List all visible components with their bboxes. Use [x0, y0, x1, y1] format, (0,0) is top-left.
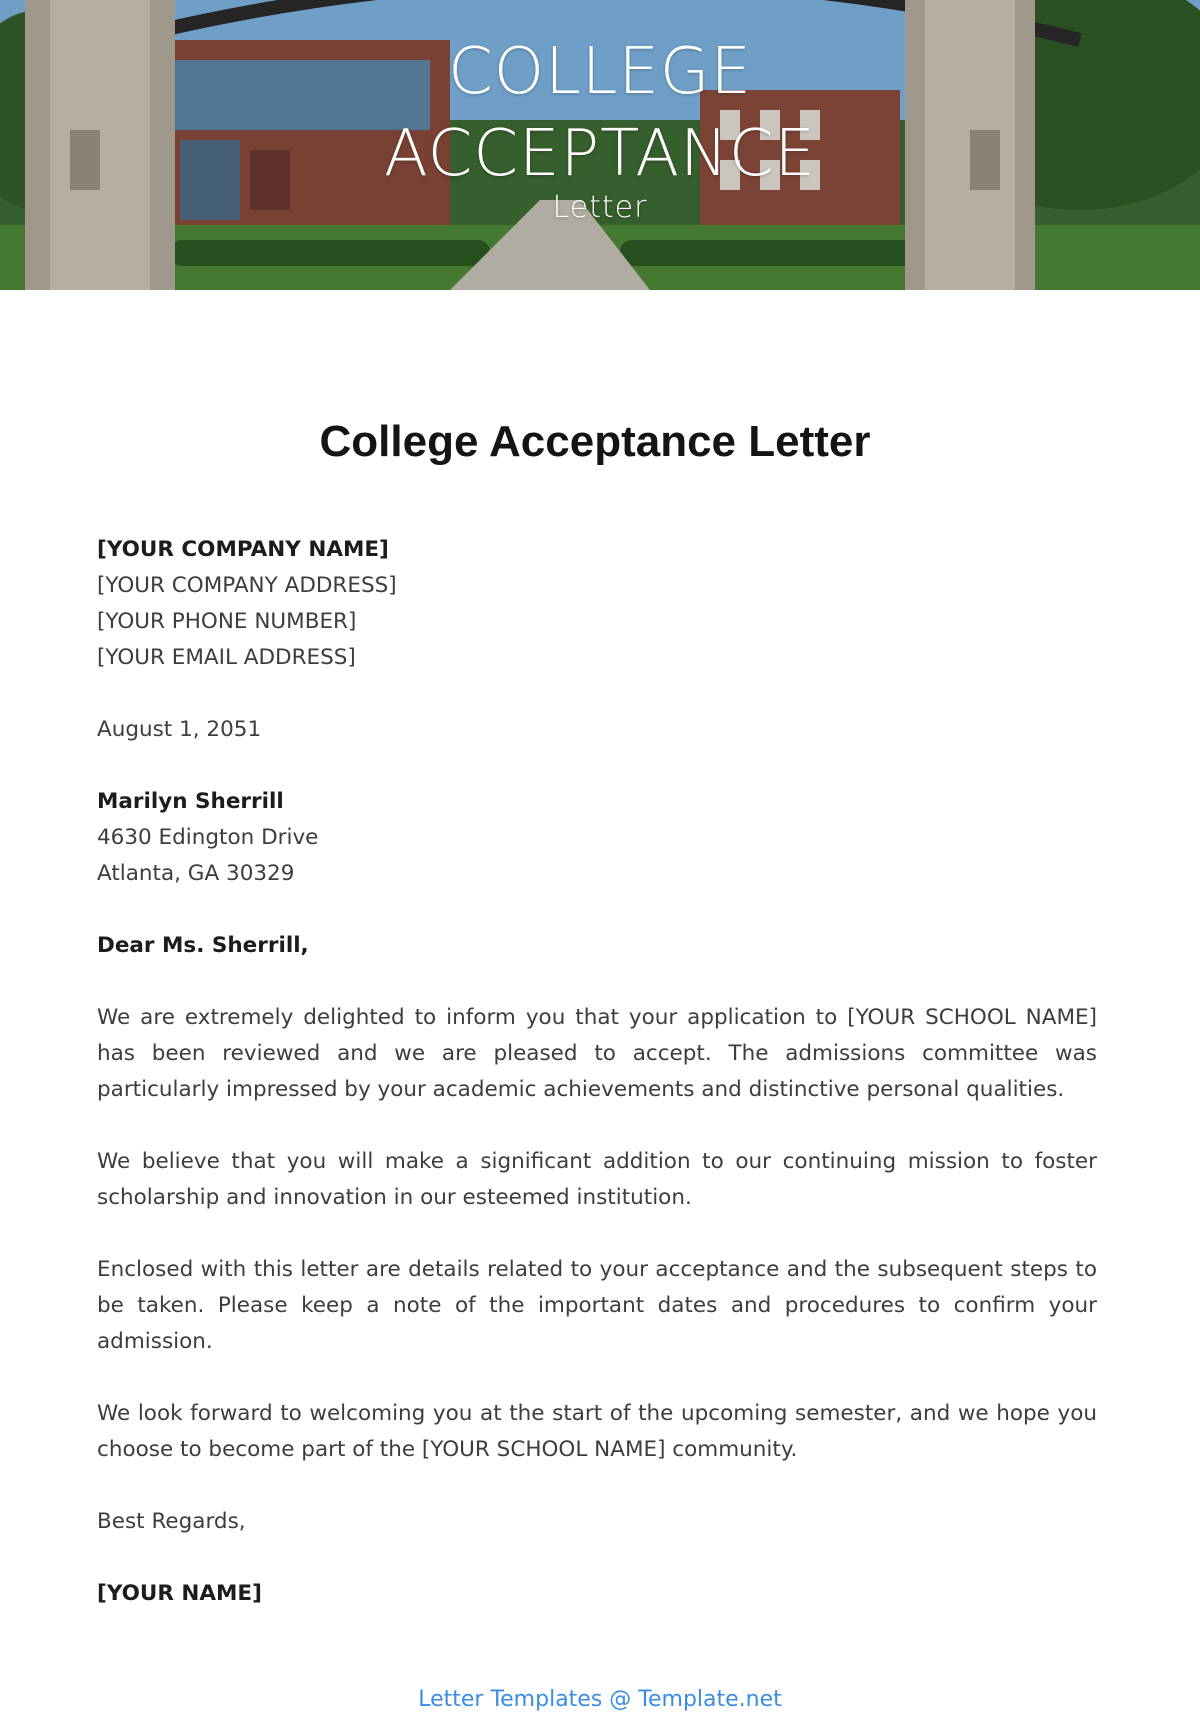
footer-separator: @: [602, 1687, 639, 1712]
header-banner: [0, 0, 1200, 290]
closing: Best Regards,: [97, 1509, 246, 1534]
banner-subtitle: Letter: [552, 190, 648, 225]
recipient-address-line1: 4630 Edington Drive: [97, 825, 319, 850]
document-title: College Acceptance Letter: [319, 417, 871, 466]
body-paragraph-2: We believe that you will make a significant addition to our continuing mission to foster scholarship and innovation in our esteemed institution.: [97, 1149, 1097, 1210]
recipient-block: [97, 784, 1097, 892]
signature: [YOUR NAME]: [97, 1581, 262, 1606]
sender-company-address: [YOUR COMPANY ADDRESS]: [97, 573, 397, 598]
sender-company-name: [YOUR COMPANY NAME]: [97, 537, 389, 562]
recipient-name: Marilyn Sherrill: [97, 789, 284, 814]
body-paragraph-3: Enclosed with this letter are details related to your acceptance and the subsequent steps to be taken. Please keep a note of the important dates and procedures to confirm your admission.: [97, 1257, 1097, 1354]
body-paragraph-1: We are extremely delighted to inform you that your application to [YOUR SCHOOL NAME] has been reviewed and we are pleased to accept. The admissions committee was particularly impressed by your academic achievements and distinctive personal qualities.: [97, 1005, 1097, 1102]
footer-link-letter-templates[interactable]: Letter Templates: [418, 1687, 603, 1712]
footer-attribution: [0, 1688, 1200, 1712]
banner-title-line1: COLLEGE: [448, 35, 752, 109]
banner-title-line2: ACCEPTANCE: [384, 117, 816, 191]
letter-body: [97, 532, 1097, 1612]
footer-link-template-net[interactable]: Template.net: [638, 1687, 782, 1712]
sender-phone-number: [YOUR PHONE NUMBER]: [97, 609, 357, 634]
sender-block: [97, 532, 1097, 676]
sender-email-address: [YOUR EMAIL ADDRESS]: [97, 645, 356, 670]
body-paragraph-4: We look forward to welcoming you at the start of the upcoming semester, and we hope you choose to become part of the [YOUR SCHOOL NAME] community.: [97, 1401, 1097, 1462]
recipient-address-line2: Atlanta, GA 30329: [97, 861, 295, 886]
salutation: Dear Ms. Sherrill,: [97, 933, 309, 958]
letter-date: August 1, 2051: [97, 717, 262, 742]
